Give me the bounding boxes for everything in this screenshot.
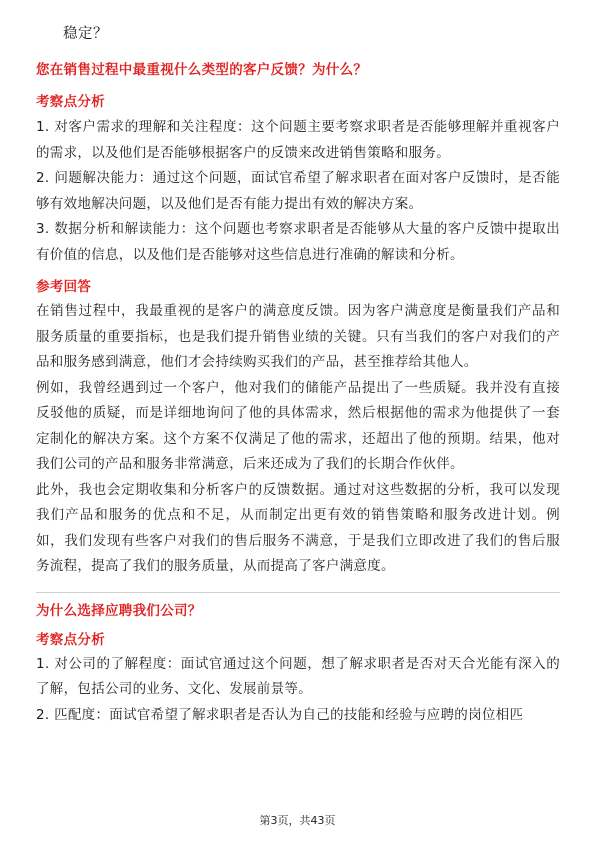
analysis-item: 1. 对客户需求的理解和关注程度：这个问题主要考察求职者是否能够理解并重视客户的需求，以及他们是否能够根据客户的反馈来改进销售策略和服务。 (36, 119, 560, 161)
answer-body (36, 299, 560, 580)
section-title-analysis: 考察点分析 (36, 631, 105, 648)
analysis-list (36, 652, 560, 729)
answer-paragraph: 此外，我也会定期收集和分析客户的反馈数据。通过对这些数据的分析，我可以发现我们产品和服务的优点和不足，从而制定出更有效的销售策略和服务改进计划。例如，我们发现有些客户对我们的售后服务不满意，于是我们立即改进了我们的售后服务流程，提高了我们的服务质量，从而提高了客户满意度。 (36, 481, 560, 574)
analysis-item: 2. 问题解决能力：通过这个问题，面试官希望了解求职者在面对客户反馈时，是否能够有效地解决问题，以及他们是否有能力提出有效的解决方案。 (36, 170, 560, 212)
content-area (36, 60, 560, 728)
analysis-list (36, 115, 560, 268)
analysis-item: 1. 对公司的了解程度：面试官通过这个问题，想了解求职者是否对天合光能有深入的了解，包括公司的业务、文化、发展前景等。 (36, 655, 560, 697)
question-title: 为什么选择应聘我们公司？ (36, 602, 202, 619)
section-divider (36, 592, 560, 593)
answer-paragraph: 在销售过程中，我最重视的是客户的满意度反馈。因为客户满意度是衡量我们产品和服务质量的重要指标，也是我们提升销售业绩的关键。只有当我们的客户对我们的产品和服务感到满意，他们才会持续购买我们的产品，甚至推荐给其他人。 (36, 303, 560, 370)
section-title-analysis: 考察点分析 (36, 94, 105, 110)
page-number: 第3页，共43页 (259, 814, 336, 827)
continued-text: 稳定？ (63, 26, 108, 42)
analysis-item: 3. 数据分析和解读能力：这个问题也考察求职者是否能够从大量的客户反馈中提取出有价值的信息，以及他们是否能够对这些信息进行准确的解读和分析。 (36, 221, 560, 263)
analysis-item: 2. 匹配度：面试官希望了解求职者是否认为自己的技能和经验与应聘的岗位相匹 (36, 706, 524, 723)
section-title-answer: 参考回答 (36, 279, 92, 295)
answer-paragraph: 例如，我曾经遇到过一个客户，他对我们的储能产品提出了一些质疑。我并没有直接反驳他的质疑，而是详细地询问了他的具体需求，然后根据他的需求为他提供了一套定制化的解决方案。这个方案不仅满足了他的需求，还超出了他的预期。结果，他对我们公司的产品和服务非常满意，后来还成为了我们的长期合作伙伴。 (36, 379, 560, 472)
question-title: 您在销售过程中最重视什么类型的客户反馈？为什么？ (36, 62, 368, 78)
